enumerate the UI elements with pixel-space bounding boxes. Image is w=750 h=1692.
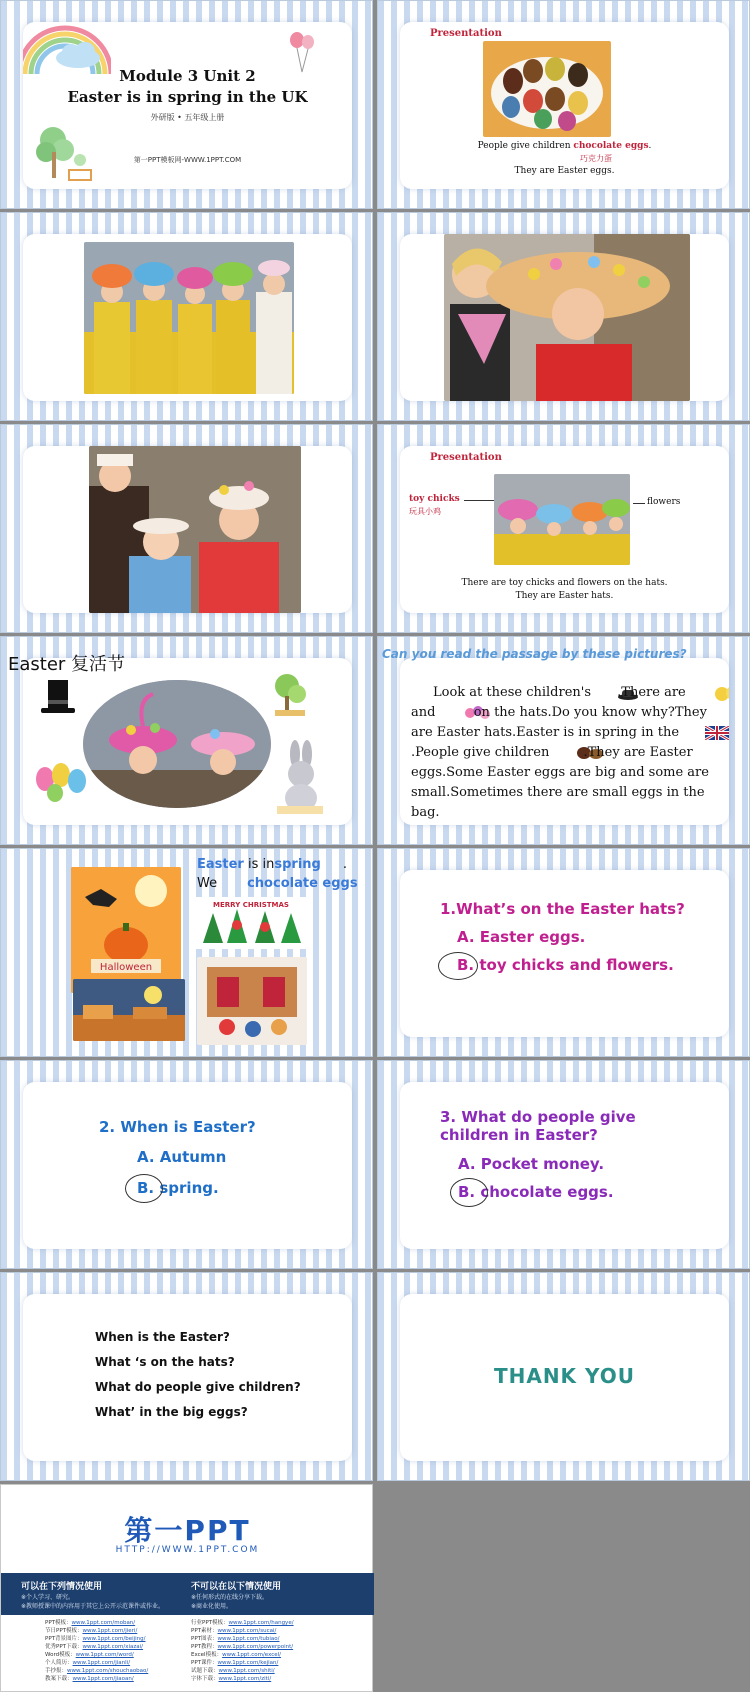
bunny-icon xyxy=(273,740,333,820)
passage-part-4: on the hats.Do you know why?They are Easter hats.Easter is in spring in the xyxy=(411,705,707,740)
question-line2: children in Easter? xyxy=(440,1126,598,1144)
slide-card xyxy=(400,1294,729,1461)
chicks-icon xyxy=(690,685,720,701)
christmas-image xyxy=(193,897,309,949)
review-q4: What’ in the big eggs? xyxy=(95,1405,248,1419)
hat-icon xyxy=(595,687,617,699)
easter-parade-photo xyxy=(84,242,294,394)
slide-title: Easter 复活节 xyxy=(8,654,126,675)
slide-holidays-compare[interactable] xyxy=(0,848,373,1057)
chinese-new-year-image xyxy=(197,957,307,1045)
easter-hats-oval-photo xyxy=(83,680,271,808)
slide-card xyxy=(23,446,352,613)
pointer-line-right xyxy=(633,503,645,504)
tree-icon xyxy=(33,122,93,184)
link-row[interactable]: 节日PPT模板：www.1ppt.com/jieri/ xyxy=(45,1628,138,1634)
right-links-list xyxy=(191,1619,294,1683)
slide-review-questions[interactable] xyxy=(0,1272,373,1481)
chocolate-eggs-icon xyxy=(553,746,583,760)
edition-label: 外研版 • 五年级上册 xyxy=(150,113,225,122)
forbidden-heading: 不可以在以下情况使用 xyxy=(191,1582,282,1592)
link-row[interactable]: PPT课件：www.1ppt.com/kejian/ xyxy=(191,1660,279,1666)
caption-highlight: chocolate eggs xyxy=(573,141,649,151)
link-row[interactable]: 行业PPT模板：www.1ppt.com/hangye/ xyxy=(191,1620,294,1626)
slide-card xyxy=(1,849,372,1056)
empty-area xyxy=(377,1484,750,1692)
question-text: 2. When is Easter? xyxy=(99,1118,256,1136)
passage-part-5: .People give children xyxy=(411,745,550,760)
slide-thank-you[interactable] xyxy=(377,1272,750,1481)
caption-prefix: People give children xyxy=(477,141,574,151)
thank-you-text: THANK YOU xyxy=(493,1364,636,1388)
slide-card xyxy=(400,22,729,189)
slide-photo-children[interactable] xyxy=(0,424,373,633)
link-row[interactable]: PPT模板：www.1ppt.com/moban/ xyxy=(45,1620,136,1626)
slide-card xyxy=(400,870,729,1037)
forbidden-item-1: ※任何形式的在线分享下载。 xyxy=(191,1594,269,1601)
easter-eggs-icon xyxy=(31,753,91,803)
flowers-icon xyxy=(440,705,470,721)
option-b xyxy=(457,956,674,974)
passage-text xyxy=(411,683,726,823)
link-row[interactable]: 个人简历：www.1ppt.com/jianli/ xyxy=(45,1660,131,1666)
slide-card xyxy=(23,1082,352,1249)
slide-photo-hats-group[interactable] xyxy=(0,212,373,421)
allowed-item-2: ※教师授课中的内容用于其它上公开示范课件或作业。 xyxy=(21,1603,165,1610)
link-row[interactable]: PPT图表：www.1ppt.com/tubiao/ xyxy=(191,1636,280,1642)
christmas-label: MERRY CHRISTMAS xyxy=(213,901,289,909)
cloud-icon xyxy=(53,40,103,70)
easter-eggs-photo xyxy=(483,41,611,137)
passage-part-6: .They are Easter eggs.Some Easter eggs are big and some are small.Sometimes there are small eggs in the bag. xyxy=(411,745,709,820)
option-a: A. Easter eggs. xyxy=(457,928,586,946)
easter-hat-women-photo xyxy=(444,234,690,401)
top-hat-icon xyxy=(41,678,75,718)
brand-logo: 第一PPT xyxy=(124,1514,251,1547)
question-text: 1.What’s on the Easter hats? xyxy=(440,900,685,918)
option-b-text: chocolate eggs. xyxy=(475,1183,614,1201)
word-is-in: is in xyxy=(243,857,275,872)
word-easter: Easter xyxy=(197,857,244,872)
slide-card xyxy=(400,1082,729,1249)
caption-line2: They are Easter eggs. xyxy=(514,166,615,176)
slide-reading-passage[interactable] xyxy=(377,636,750,845)
word-spring: spring xyxy=(274,857,321,872)
option-b-letter: B. xyxy=(457,956,475,974)
slide-card xyxy=(23,658,352,825)
label-flowers: flowers xyxy=(647,497,681,507)
left-links-list xyxy=(45,1619,148,1683)
answer-circle xyxy=(438,952,478,980)
link-row[interactable]: 教案下载：www.1ppt.com/jiaoan/ xyxy=(45,1676,134,1682)
slide-card xyxy=(400,234,729,401)
link-row[interactable]: Excel模板：www.1ppt.com/excel/ xyxy=(191,1652,282,1658)
slide-question-2[interactable] xyxy=(0,1060,373,1269)
word-period: . xyxy=(342,857,347,872)
word-we: We xyxy=(197,876,218,891)
notice-band xyxy=(1,1573,374,1615)
slide-photo-hat-women[interactable] xyxy=(377,212,750,421)
link-row[interactable]: PPT教程：www.1ppt.com/powerpoint/ xyxy=(191,1644,294,1650)
allowed-item-1: ※个人学习、研究。 xyxy=(21,1594,75,1601)
option-a: A. Pocket money. xyxy=(458,1155,605,1173)
children-easter-photo xyxy=(89,446,301,613)
slide-presentation-eggs[interactable] xyxy=(377,0,750,209)
answer-circle xyxy=(125,1174,163,1203)
caption-suffix: . xyxy=(648,141,652,151)
brand-url: HTTP://WWW.1PPT.COM xyxy=(115,1545,260,1555)
caption-line1 xyxy=(400,141,729,151)
question-line1: 3. What do people give xyxy=(440,1108,636,1126)
caption-line1: There are toy chicks and flowers on the hats. xyxy=(461,578,668,588)
pointer-line-left xyxy=(464,500,494,501)
slide-card xyxy=(23,1294,352,1461)
chinese-note: 巧克力蛋 xyxy=(580,154,612,163)
link-row[interactable]: 手抄报：www.1ppt.com/shouchaobao/ xyxy=(45,1668,149,1674)
slide-card xyxy=(400,658,729,825)
option-b-text: toy chicks and flowers. xyxy=(474,956,674,974)
halloween-image xyxy=(71,867,181,993)
link-row[interactable]: 优秀PPT下载：www.1ppt.com/xiazai/ xyxy=(45,1644,144,1650)
caption-line2: They are Easter hats. xyxy=(515,591,614,601)
forbidden-item-2: ※商业化使用。 xyxy=(191,1603,233,1610)
allowed-heading: 可以在下列情况使用 xyxy=(21,1582,103,1592)
passage-part-2: .There are xyxy=(617,685,686,700)
plant-icon xyxy=(269,670,309,720)
slide-template-notice[interactable] xyxy=(0,1484,373,1692)
title-line2: Easter is in spring in the UK xyxy=(67,88,308,106)
label-toy-chicks: toy chicks xyxy=(409,494,460,504)
title-line1: Module 3 Unit 2 xyxy=(119,67,256,85)
passage-part-3: and xyxy=(411,705,436,720)
slide-card xyxy=(23,234,352,401)
review-q3: What do people give children? xyxy=(95,1380,301,1394)
option-b-text: spring. xyxy=(154,1179,219,1197)
option-b-letter: B. xyxy=(458,1183,476,1201)
slide-easter-intro[interactable] xyxy=(0,636,373,845)
option-a: A. Autumn xyxy=(137,1148,227,1166)
link-row[interactable]: 字体下载：www.1ppt.com/ziti/ xyxy=(191,1676,272,1682)
fill-blank-line2 xyxy=(197,876,358,891)
footer-label: 第一PPT模板网-WWW.1PPT.COM xyxy=(133,156,242,164)
option-b-letter: B. xyxy=(137,1179,155,1197)
passage-part-1: Look at these children's xyxy=(433,685,592,700)
reading-heading: Can you read the passage by these pictures? xyxy=(382,647,687,661)
label-toy-chicks-cn: 玩具小鸡 xyxy=(409,507,441,516)
word-chocolate-eggs: chocolate eggs xyxy=(247,876,358,891)
uk-flag-icon xyxy=(683,726,707,740)
slide-card xyxy=(400,446,729,613)
slide-card xyxy=(23,22,352,189)
link-row[interactable]: Word模板：www.1ppt.com/word/ xyxy=(45,1652,134,1658)
presentation-heading: Presentation xyxy=(430,28,502,39)
review-q1: When is the Easter? xyxy=(95,1330,230,1344)
review-q2: What ‘s on the hats? xyxy=(95,1355,235,1369)
link-row[interactable]: PPT素材：www.1ppt.com/sucai/ xyxy=(191,1628,277,1634)
presentation-heading: Presentation xyxy=(430,452,502,463)
easter-hats-photo xyxy=(494,474,630,565)
halloween-label: Halloween xyxy=(99,962,153,973)
fill-blank-line1 xyxy=(197,857,347,872)
slide-presentation-hats[interactable] xyxy=(377,424,750,633)
festival-night-image xyxy=(73,979,185,1041)
answer-circle xyxy=(450,1178,488,1207)
link-row[interactable]: PPT背景图片：www.1ppt.com/beijing/ xyxy=(45,1636,146,1642)
slide-question-3[interactable] xyxy=(377,1060,750,1269)
link-row[interactable]: 试题下载：www.1ppt.com/shiti/ xyxy=(191,1668,275,1674)
slide-question-1[interactable] xyxy=(377,848,750,1057)
slide-title[interactable] xyxy=(0,0,373,209)
